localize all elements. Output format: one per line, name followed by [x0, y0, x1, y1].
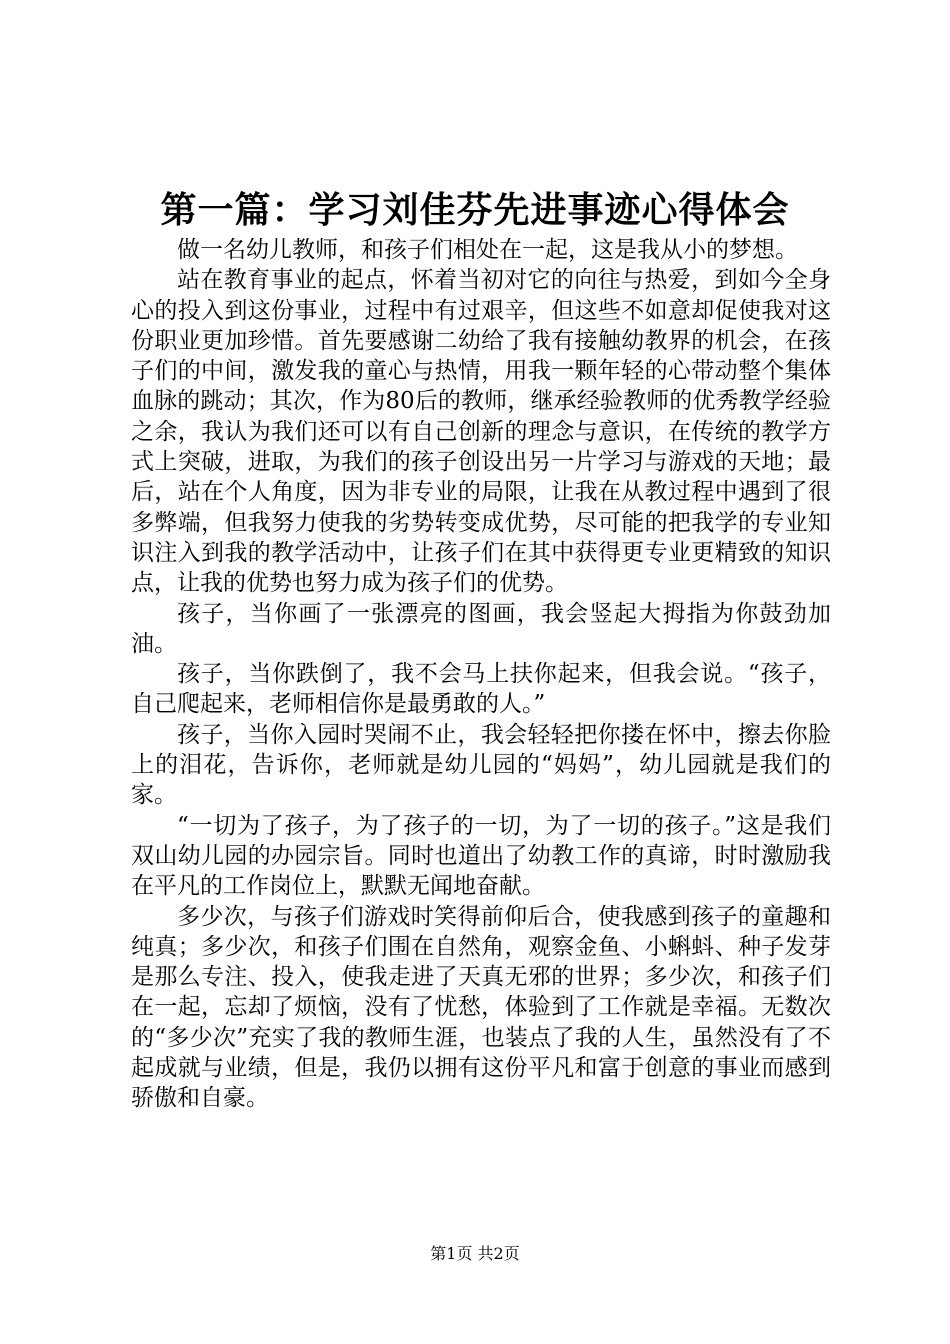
paragraph: 孩子，当你入园时哭闹不止，我会轻轻把你搂在怀中，擦去你脸上的泪花，告诉你，老师就是幼儿园的“妈妈”，幼儿园就是我们的家。 [131, 721, 831, 809]
paragraph: 孩子，当你画了一张漂亮的图画，我会竖起大拇指为你鼓劲加油。 [131, 600, 831, 657]
document-title: 第一篇：学习刘佳芬先进事迹心得体会 [160, 189, 790, 231]
document-body [131, 235, 831, 1114]
paragraph: 做一名幼儿教师，和孩子们相处在一起，这是我从小的梦想。 [177, 237, 798, 263]
paragraph: “一切为了孩子，为了孩子的一切，为了一切的孩子。”这是我们双山幼儿园的办园宗旨。同时也道出了幼教工作的真谛，时时激励我在平凡的工作岗位上，默默无闻地奋献。 [131, 812, 831, 900]
page-footer: 第1页 共2页 [430, 1244, 520, 1263]
paragraph: 多少次，与孩子们游戏时笑得前仰后合，使我感到孩子的童趣和纯真；多少次，和孩子们围在自然角，观察金鱼、小蝌蚪、种子发芽是那么专注、投入，使我走进了天真无邪的世界；多少次，和孩子们在一起，忘却了烦恼，没有了忧愁，体验到了工作就是幸福。无数次的“多少次”充实了我的教师生涯，也装点了我的人生，虽然没有了不起成就与业绩，但是，我仍以拥有这份平凡和富于创意的事业而感到骄傲和自豪。 [131, 903, 831, 1112]
paragraph: 孩子，当你跌倒了，我不会马上扶你起来，但我会说。“孩子，自己爬起来，老师相信你是最勇敢的人。” [131, 661, 831, 718]
paragraph: 站在教育事业的起点，怀着当初对它的向往与热爱，到如今全身心的投入到这份事业，过程中有过艰辛，但这些不如意却促使我对这份职业更加珍惜。首先要感谢二幼给了我有接触幼教界的机会，在孩子们的中间，激发我的童心与热情，用我一颗年轻的心带动整个集体血脉的跳动；其次，作为80后的教师，继承经验教师的优秀教学经验之余，我认为我们还可以有自己创新的理念与意识，在传统的教学方式上突破，进取，为我们的孩子创设出另一片学习与游戏的天地；最后，站在个人角度，因为非专业的局限，让我在从教过程中遇到了很多弊端，但我努力使我的劣势转变成优势，尽可能的把我学的专业知识注入到我的教学活动中，让孩子们在其中获得更专业更精致的知识点，让我的优势也努力成为孩子们的优势。 [131, 267, 831, 597]
